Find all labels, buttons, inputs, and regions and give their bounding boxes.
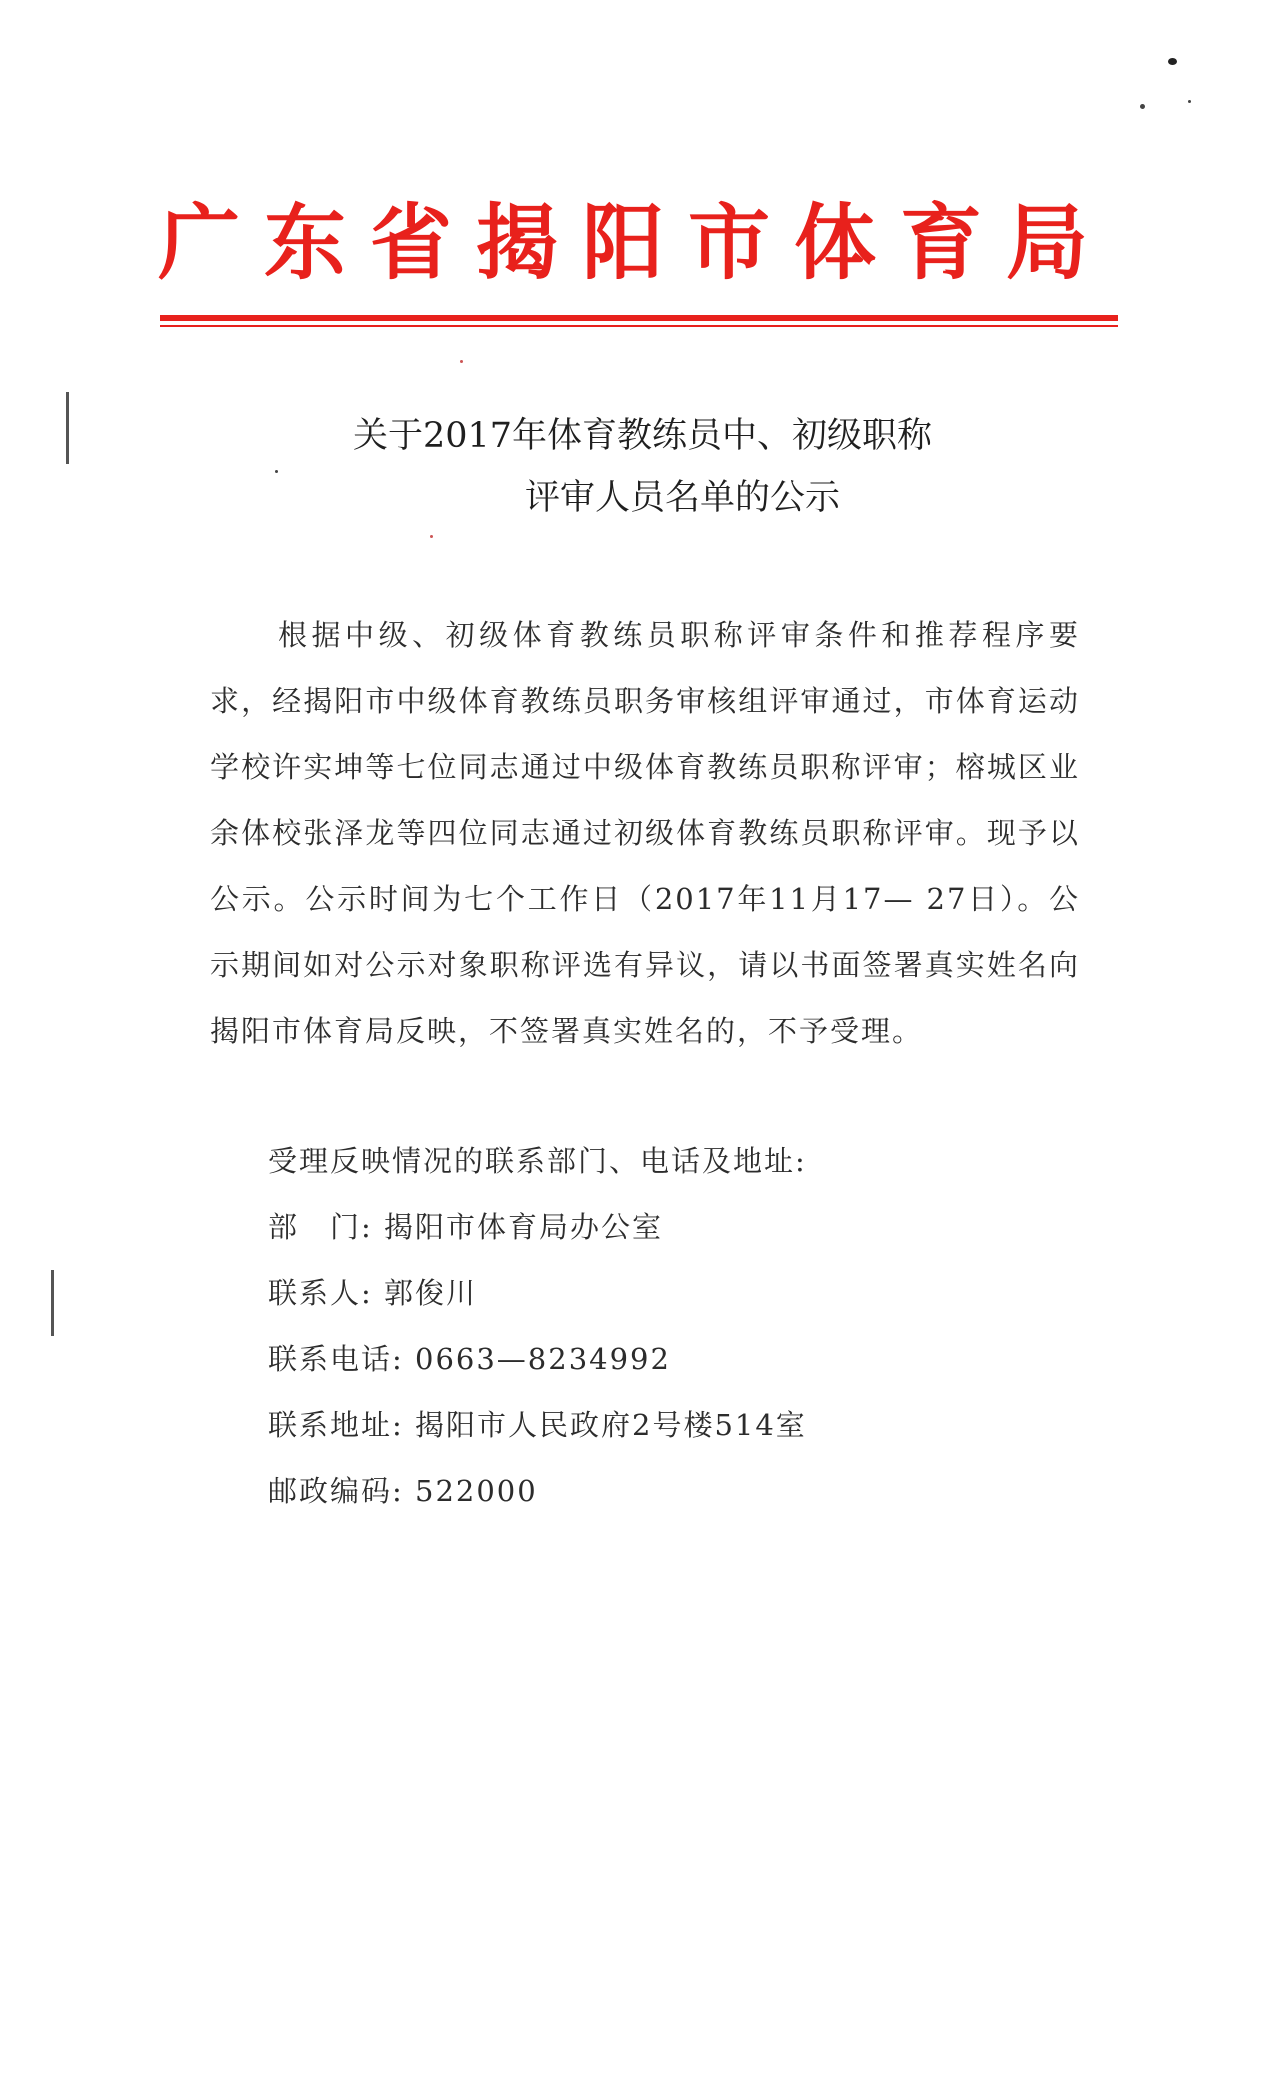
scan-speck: [1140, 104, 1145, 109]
scan-speck: [1188, 100, 1191, 103]
letterhead-title: 广东省揭阳市体育局: [157, 196, 1112, 291]
contact-address: 联系地址: 揭阳市人民政府2号楼514室: [268, 1408, 807, 1442]
scan-margin-mark: [66, 392, 69, 464]
contact-intro: 受理反映情况的联系部门、电话及地址:: [268, 1144, 807, 1178]
scan-speck: [430, 535, 433, 538]
notice-title-line-1: 关于2017年体育教练员中、初级职称: [352, 416, 933, 456]
letterhead-rule-thin: [160, 325, 1118, 327]
contact-block: [268, 1128, 1088, 1524]
contact-person: 联系人: 郭俊川: [268, 1276, 477, 1310]
scan-margin-mark: [51, 1270, 54, 1336]
letterhead-rule-thick: [160, 315, 1118, 321]
contact-postcode: 邮政编码: 522000: [268, 1474, 538, 1508]
contact-department: 部 门: 揭阳市体育局办公室: [268, 1210, 663, 1244]
scan-speck: [1168, 58, 1177, 65]
notice-title-line-2: 评审人员名单的公示: [524, 478, 840, 518]
scan-speck: [460, 360, 463, 363]
scan-speck: [275, 470, 278, 473]
contact-phone: 联系电话: 0663—8234992: [268, 1342, 671, 1376]
notice-body-paragraph: 根据中级、初级体育教练员职称评审条件和推荐程序要求，经揭阳市中级体育教练员职务审核组评审通过，市体育运动学校许实坤等七位同志通过中级体育教练员职称评审；榕城区业余体校张泽龙等四位同志通过初级体育教练员职称评审。现予以公示。公示时间为七个工作日（2017年11月17— 27日）。公示期间如对公示对象职称评选有异议，请以书面签署真实姓名向揭阳市体育局反映，不签署真实姓名的，不予受理。: [210, 618, 1080, 1048]
notice-title: [210, 405, 1100, 529]
